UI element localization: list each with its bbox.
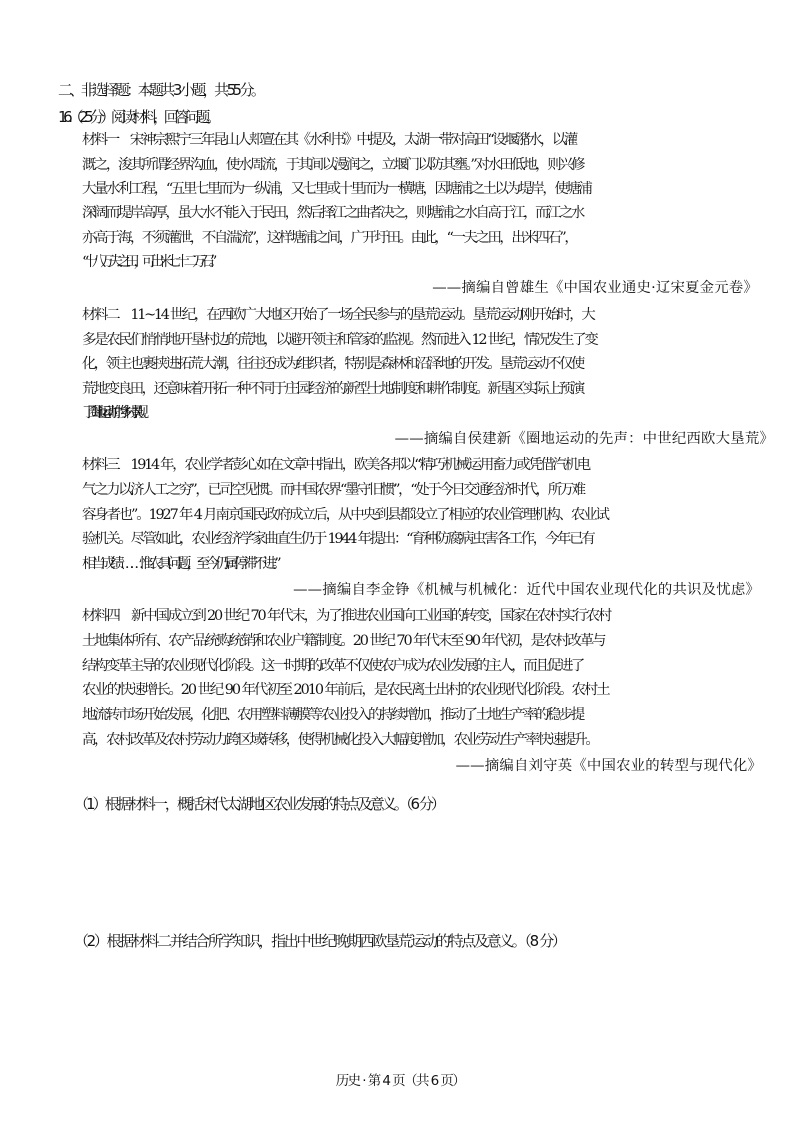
material-3-line: 材料三 1914 年，农业学者彭心如在文章中指出，欧美各邦以“精巧机械运用畜力或凭借汽机电 — [82, 457, 589, 473]
material-3-line: 相当成绩……惟农具问题，至今仍属停滞不进。” — [82, 556, 277, 572]
material-2-line: 了圈地运动时的乡村景观。 — [82, 405, 146, 421]
material-3-line: 验机关。尽管如此，农业经济学家曲直生仍于 1944 年提出：“育种防腐病虫害各工作，今年已有 — [82, 531, 594, 547]
question-16-header: 16.（25 分）阅读材料，回答问题。 — [58, 108, 217, 126]
material-2-line: 多是农民们悄悄地开垦村边的荒地，以避开领主和管家的监视。然而进入 12 世纪，情况发生了变 — [82, 332, 597, 348]
material-3-source: ——摘编自李金铮《机械与机械化：近代中国农业现代化的共识及忧虑》 — [293, 582, 760, 598]
section-heading: 二、非选择题：本题共 3 小题，共 55 分。 — [58, 81, 263, 99]
material-1-source: ——摘编自曾雄生《中国农业通史·辽宋夏金元卷》 — [432, 280, 758, 296]
sub-question-1: （1）根据材料一，概括宋代太湖地区农业发展的特点及意义。（6 分） — [74, 795, 443, 813]
material-3-line: 气之力以济人工之穷”，已司空见惯。而中国农界“墨守旧惯”，“处于今日交通经济时代，所万难 — [82, 482, 584, 498]
material-2-source: ——摘编自侯建新《圈地运动的先声：中世纪西欧大垦荒》 — [394, 431, 774, 447]
material-1-line: 大量水利工程，“五里七里而为一纵浦，又七里或十里而为一横塘，因塘浦之土以为堤岸，使塘浦 — [82, 181, 591, 197]
material-4-line: 材料四 新中国成立到 20 世纪 70 年代末，为了推进农业国向工业国的转变，国家在农村实行农村 — [82, 608, 611, 624]
material-2-line: 材料二 11~14 世纪，在西欧广大地区开始了一场全民参与的垦荒运动。垦荒运动刚开始时，大 — [82, 307, 594, 323]
material-1-line: 溉之，浚其所谓经界沟血，使水周流，于其间以漫润之，立堰门以防其壅。”对水田低地，则兴修 — [82, 157, 584, 173]
material-1-line: 亦高于海，不须灌泄，不自湍流”，这样塘浦之间，广开圩田。由此，“一夫之田，出米四石”， — [82, 230, 577, 246]
material-2-line: 化，领主也裹挟进拓荒大潮，往往还成为组织者，特别是森林和沼泽地的开发。垦荒运动不仅使 — [82, 356, 583, 372]
material-4-line: 结构变革主导的农业现代化阶段。这一时期的改革不仅使农户成为农业发展的主人，而且促进了 — [82, 658, 583, 674]
material-4-line: 地流转市场开始发展，化肥、农用塑料薄膜等农业投入的持续增加，推动了土地生产率的稳步提 — [82, 707, 583, 723]
material-2-line: 荒地变良田，还意味着开拓一种不同于庄园经济的新型土地制度和耕作制度。新垦区实际上预演 — [82, 381, 583, 397]
material-3-line: 容身者也”。1927 年 4 月南京国民政府成立后，从中央到县都设立了相应的农业管理机构、农业试 — [82, 507, 608, 523]
material-4-line: 农业的快速增长。20 世纪 90 年代初至 2010 年前后，是农民离土出村的农业现代化阶段。农村土 — [82, 682, 609, 698]
material-4-line: 高，农村改革及农村劳动力跨区域转移，使得机械化投入大幅度增加，农业劳动生产率快速提升。 — [82, 732, 598, 748]
material-1-line: 材料一 宋神宗熙宁三年昆山人郏亶在其《水利书》中提及，太湖一带对高田“设堰潴水，以灌 — [82, 132, 576, 148]
material-1-line: 深阔而堤岸高厚，虽大水不能入于民田，然后择江之曲者决之，则塘浦之水自高于江，而江之水 — [82, 205, 583, 221]
page-footer: 历史 · 第 4 页（共 6 页） — [335, 1073, 465, 1089]
material-4-source: ——摘编自刘守英《中国农业的转型与现代化》 — [455, 758, 762, 774]
answer-area-1[interactable] — [70, 820, 750, 920]
answer-area-2[interactable] — [70, 958, 750, 1058]
material-1-line: “十八万夫之田，可出米七十二万石。” — [82, 254, 212, 270]
sub-question-2: （2）根据材料二并结合所学知识，指出中世纪晚期西欧垦荒运动的特点及意义。（8 分） — [74, 932, 565, 950]
material-4-line: 土地集体所有、农产品统购统销和农业户籍制度。20 世纪 70 年代末至 90 年代初，是农村改革与 — [82, 633, 605, 649]
